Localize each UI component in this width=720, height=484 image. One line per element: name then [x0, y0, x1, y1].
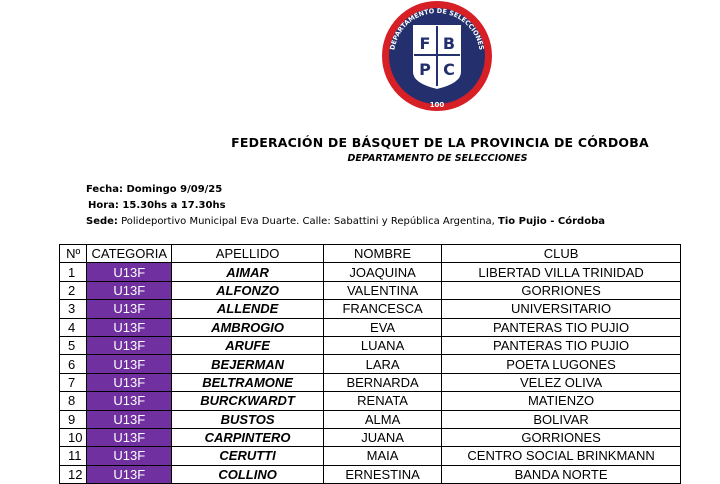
row-category: U13F	[87, 355, 172, 373]
table-row	[60, 447, 681, 465]
row-surname: BELTRAMONE	[172, 373, 324, 391]
table-row	[60, 300, 681, 318]
row-name: FRANCESCA	[324, 300, 442, 318]
table-row	[60, 428, 681, 446]
row-number: 6	[60, 355, 87, 373]
row-number: 9	[60, 410, 87, 428]
page-title: FEDERACIÓN DE BÁSQUET DE LA PROVINCIA DE CÓRDOBA	[231, 135, 649, 150]
logo-letter-c: C	[443, 60, 455, 79]
row-club: PANTERAS TIO PUJIO	[442, 336, 681, 354]
roster-table	[59, 244, 681, 484]
row-number: 12	[60, 465, 87, 483]
venue-address: Polideportivo Municipal Eva Duarte. Calle: Sabattini y República Argentina,	[117, 216, 499, 227]
row-name: RENATA	[324, 392, 442, 410]
row-number: 5	[60, 336, 87, 354]
table-row	[60, 318, 681, 336]
row-club: LIBERTAD VILLA TRINIDAD	[442, 263, 681, 281]
table-row	[60, 263, 681, 281]
logo-letter-p: P	[419, 60, 431, 79]
row-club: GORRIONES	[442, 281, 681, 299]
row-category: U13F	[87, 300, 172, 318]
logo-letter-f: F	[419, 34, 431, 53]
row-name: LARA	[324, 355, 442, 373]
row-category: U13F	[87, 392, 172, 410]
row-category: U13F	[87, 410, 172, 428]
row-category: U13F	[87, 428, 172, 446]
logo-anniversary: 100	[429, 101, 445, 109]
event-venue	[86, 216, 605, 227]
event-time: Hora: 15.30hs a 17.30hs	[88, 200, 226, 211]
row-surname: AIMAR	[172, 263, 324, 281]
table-row	[60, 355, 681, 373]
row-name: MAIA	[324, 447, 442, 465]
header-number: Nº	[60, 245, 87, 263]
table-row	[60, 336, 681, 354]
table-row	[60, 410, 681, 428]
logo-letter-b: B	[442, 34, 456, 53]
logo-arc-text: DEPARTAMENTO DE SELECCIONES	[388, 6, 486, 51]
header-name: NOMBRE	[324, 245, 442, 263]
row-name: BERNARDA	[324, 373, 442, 391]
row-surname: CARPINTERO	[172, 428, 324, 446]
row-number: 11	[60, 447, 87, 465]
row-category: U13F	[87, 465, 172, 483]
header-category: CATEGORIA	[87, 245, 172, 263]
row-category: U13F	[87, 373, 172, 391]
table-row	[60, 392, 681, 410]
row-surname: BEJERMAN	[172, 355, 324, 373]
row-surname: BUSTOS	[172, 410, 324, 428]
row-category: U13F	[87, 318, 172, 336]
venue-place: Tio Pujio - Córdoba	[498, 216, 605, 227]
table-row	[60, 373, 681, 391]
row-number: 2	[60, 281, 87, 299]
header-club: CLUB	[442, 245, 681, 263]
row-category: U13F	[87, 263, 172, 281]
row-number: 1	[60, 263, 87, 281]
row-surname: ALFONZO	[172, 281, 324, 299]
row-category: U13F	[87, 281, 172, 299]
row-number: 3	[60, 300, 87, 318]
row-club: GORRIONES	[442, 428, 681, 446]
table-row	[60, 281, 681, 299]
event-date: Fecha: Domingo 9/09/25	[86, 184, 223, 195]
row-name: JOAQUINA	[324, 263, 442, 281]
row-category: U13F	[87, 336, 172, 354]
row-club: PANTERAS TIO PUJIO	[442, 318, 681, 336]
row-surname: COLLINO	[172, 465, 324, 483]
fbpc-logo	[370, 0, 504, 112]
row-club: CENTRO SOCIAL BRINKMANN	[442, 447, 681, 465]
venue-label: Sede:	[86, 216, 118, 227]
row-name: LUANA	[324, 336, 442, 354]
row-club: POETA LUGONES	[442, 355, 681, 373]
table-header-row	[60, 245, 681, 263]
row-surname: BURCKWARDT	[172, 392, 324, 410]
roster-body	[60, 263, 681, 484]
header-surname: APELLIDO	[172, 245, 324, 263]
row-club: BANDA NORTE	[442, 465, 681, 483]
row-club: VELEZ OLIVA	[442, 373, 681, 391]
table-row	[60, 465, 681, 483]
row-name: JUANA	[324, 428, 442, 446]
row-name: ALMA	[324, 410, 442, 428]
page-subtitle: DEPARTAMENTO DE SELECCIONES	[347, 153, 528, 164]
row-name: VALENTINA	[324, 281, 442, 299]
row-club: BOLIVAR	[442, 410, 681, 428]
row-club: UNIVERSITARIO	[442, 300, 681, 318]
row-number: 10	[60, 428, 87, 446]
row-surname: AMBROGIO	[172, 318, 324, 336]
row-surname: ARUFE	[172, 336, 324, 354]
row-club: MATIENZO	[442, 392, 681, 410]
row-name: EVA	[324, 318, 442, 336]
row-surname: CERUTTI	[172, 447, 324, 465]
row-category: U13F	[87, 447, 172, 465]
row-surname: ALLENDE	[172, 300, 324, 318]
row-number: 8	[60, 392, 87, 410]
row-number: 7	[60, 373, 87, 391]
row-number: 4	[60, 318, 87, 336]
row-name: ERNESTINA	[324, 465, 442, 483]
